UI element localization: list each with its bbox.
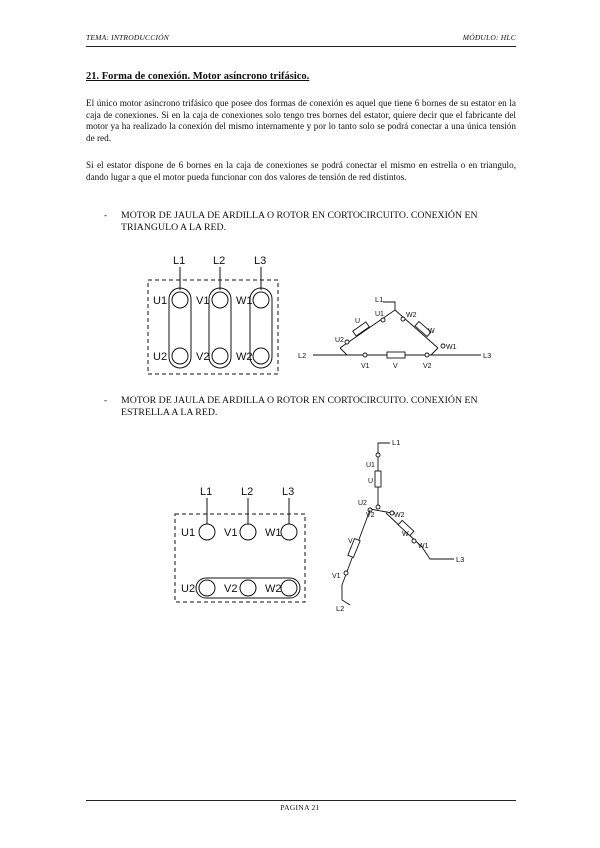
coil-label: W: [402, 531, 409, 538]
coil-label: U: [355, 318, 361, 325]
coil-label: V: [348, 538, 353, 545]
coil-label: V: [393, 363, 398, 370]
header-topic: TEMA: INTRODUCCIÓN: [86, 33, 169, 42]
terminal-label: W1: [236, 295, 253, 307]
coil-label: W: [428, 328, 435, 335]
header-rule: [86, 46, 516, 47]
terminal-label: V1: [224, 527, 238, 539]
terminal-label: U1: [153, 295, 168, 307]
terminal-label: W2: [394, 512, 405, 519]
terminal-label: V2: [196, 351, 210, 363]
terminal-label: W1: [446, 344, 457, 351]
paragraph-estator: Si el estator dispone de 6 bornes en la caja de conexiones se podrá conectar el mismo en estrella o en triangulo, dando lugar a que el motor pueda funcionar con dos valores de tensión de red distintos.: [86, 160, 516, 182]
header-module: MÓDULO: HLC: [462, 33, 516, 42]
terminal-label: V1: [361, 363, 370, 370]
star-schematic-diagram: [330, 435, 470, 615]
bullet-triangle-connection: MOTOR DE JAULA DE ARDILLA O ROTOR EN CORTOCIRCUITO. CONEXIÓN EN TRIANGULO A LA RED.: [121, 210, 478, 233]
star-terminal-box-diagram: [170, 480, 315, 610]
line-label: L2: [213, 255, 226, 267]
terminal-label: U1: [375, 311, 384, 318]
terminal-label: U1: [181, 527, 196, 539]
terminal-label: W2: [406, 312, 417, 319]
footer-rule: [86, 800, 516, 801]
terminal-label: V2: [366, 512, 375, 519]
page-number: PAGINA 21: [280, 803, 320, 812]
line-label: L2: [336, 604, 345, 613]
line-label: L3: [254, 255, 267, 267]
terminal-label: V1: [196, 295, 210, 307]
terminal-label: W2: [236, 351, 253, 363]
terminal-label: V1: [332, 573, 341, 580]
section-title: 21. Forma de conexión. Motor asíncrono trifásico.: [86, 71, 310, 82]
bullet-dash: -: [104, 210, 108, 220]
line-label: L2: [241, 486, 254, 498]
coil-label: U: [368, 478, 374, 485]
line-label: L1: [375, 295, 384, 304]
line-label: L1: [392, 438, 401, 447]
terminal-label: U2: [335, 337, 344, 344]
line-label: L2: [298, 351, 307, 360]
terminal-label: W1: [418, 543, 429, 550]
line-label: L3: [483, 351, 492, 360]
terminal-label: W1: [265, 527, 282, 539]
line-label: L1: [200, 486, 213, 498]
bullet-star-connection: MOTOR DE JAULA DE ARDILLA O ROTOR EN CORTOCIRCUITO. CONEXIÓN EN ESTRELLA A LA RED.: [121, 395, 478, 418]
terminal-label: V2: [423, 363, 432, 370]
bullet-dash: -: [104, 395, 108, 405]
terminal-label: U1: [366, 462, 375, 469]
terminal-label: U2: [358, 500, 367, 507]
page-header: [86, 33, 516, 45]
terminal-label: V2: [224, 583, 238, 595]
line-label: L3: [282, 486, 295, 498]
line-label: L3: [456, 555, 465, 564]
terminal-label: W2: [265, 583, 282, 595]
paragraph-intro: El único motor asíncrono trifásico que posee dos formas de conexión es aquel que tiene 6 bornes de su estator en la caja de conexiones. Si en la caja de conexiones solo tengo tres bornes del estator, quiere decir que el fabricante del motor ya ha realizado la conexión del mismo internamente y por lo tanto solo se podrá conectar a una única tensión de red.: [86, 98, 516, 143]
line-label: L1: [173, 255, 186, 267]
triangle-terminal-box-diagram: [140, 248, 290, 378]
terminal-label: U2: [153, 351, 168, 363]
delta-schematic-diagram: [295, 290, 495, 375]
terminal-label: U2: [181, 583, 196, 595]
